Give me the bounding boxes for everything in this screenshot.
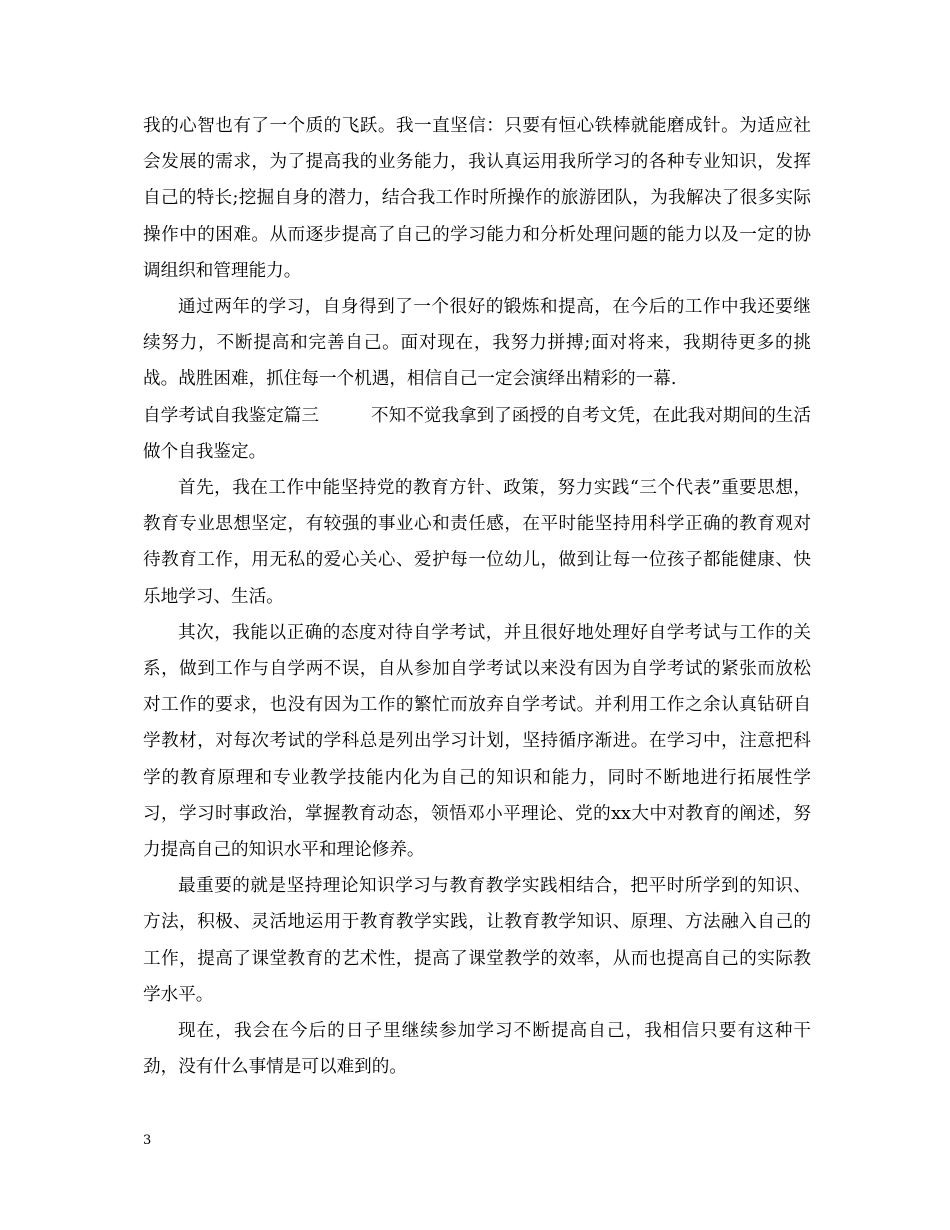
- paragraph-conclusion: 现在，我会在今后的日子里继续参加学习不断提高自己，我相信只要有这种干劲，没有什么事情是可以难到的。: [143, 1021, 811, 1078]
- paragraph-most-important: 最重要的就是坚持理论知识学习与教育教学实践相结合，把平时所学到的知识、方法，积极、灵活地运用于教育教学实践，让教育教学知识、原理、方法融入自己的工作，提高了课堂教育的艺术性，提高了课堂教学的效率，从而也提高自己的实际教学水平。: [143, 876, 811, 1005]
- section-intro: 不知不觉我拿到了函授的自考文凭，在此我对期间的生活做个自我鉴定。: [143, 405, 811, 462]
- section-heading: 自学考试自我鉴定篇三: [143, 405, 319, 426]
- paragraph-study-summary: 通过两年的学习，自身得到了一个很好的锻炼和提高，在今后的工作中我还要继续努力，不断提高和完善自己。面对现在，我努力拼搏;面对将来，我期待更多的挑战。战胜困难，抓住每一个机遇，相信自己一定会演绎出精彩的一幕.: [143, 297, 811, 390]
- paragraph-continuation: 我的心智也有了一个质的飞跃。我一直坚信：只要有恒心铁棒就能磨成针。为适应社会发展的需求，为了提高我的业务能力，我认真运用我所学习的各种专业知识，发挥自己的特长;挖掘自身的潜力，结合我工作时所操作的旅游团队，为我解决了很多实际操作中的困难。从而逐步提高了自己的学习能力和分析处理问题的能力以及一定的协调组织和管理能力。: [143, 116, 811, 281]
- document-body: [143, 108, 811, 1085]
- paragraph-first: 首先，我在工作中能坚持党的教育方针、政策，努力实践“三个代表”重要思想，教育专业思想坚定，有较强的事业心和责任感，在平时能坚持用科学正确的教育观对待教育工作，用无私的爱心关心、爱护每一位幼儿，做到让每一位孩子都能健康、快乐地学习、生活。: [143, 478, 811, 607]
- page-number: 3: [143, 1133, 152, 1148]
- paragraph-second: 其次，我能以正确的态度对待自学考试，并且很好地处理好自学考试与工作的关系，做到工作与自学两不误，自从参加自学考试以来没有因为自学考试的紧张而放松对工作的要求，也没有因为工作的繁忙而放弃自学考试。并利用工作之余认真钻研自学教材，对每次考试的学科总是列出学习计划，坚持循序渐进。在学习中，注意把科学的教育原理和专业教学技能内化为自己的知识和能力，同时不断地进行拓展性学习，学习时事政治，掌握教育动态，领悟邓小平理论、党的xx大中对教育的阐述，努力提高自己的知识水平和理论修养。: [143, 622, 811, 861]
- section-heading-line: [143, 398, 811, 470]
